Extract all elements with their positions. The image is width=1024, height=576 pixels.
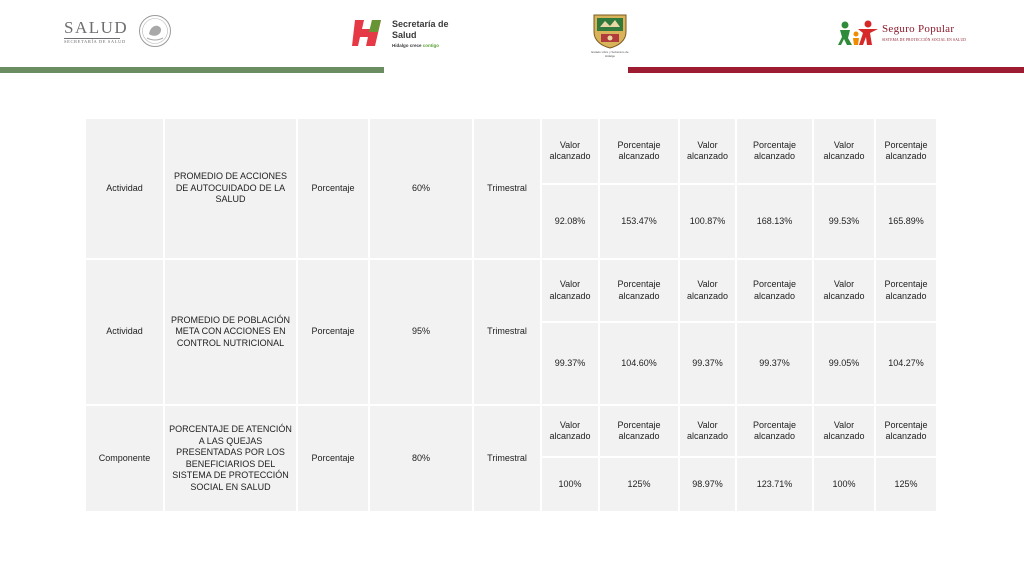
- cell-value: 100.87%: [679, 184, 736, 259]
- cell-goal: 95%: [369, 259, 473, 405]
- hidalgo-h-icon: [352, 18, 386, 48]
- cell-value: 104.27%: [875, 322, 937, 405]
- indicators-table: [84, 117, 938, 513]
- cell-unit: Porcentaje: [297, 259, 369, 405]
- secretaria-title-line1: Secretaría de: [392, 19, 449, 29]
- tagline-part-b: contigo: [422, 43, 440, 48]
- cell-value: 99.53%: [813, 184, 875, 259]
- cell-subheader: Porcentaje alcanzado: [736, 405, 813, 457]
- cell-subheader: Valor alcanzado: [541, 118, 599, 184]
- cell-level: Actividad: [85, 118, 164, 259]
- cell-value: 99.37%: [679, 322, 736, 405]
- cell-goal: 80%: [369, 405, 473, 512]
- seguro-popular-title: Seguro Popular: [882, 23, 955, 35]
- cell-subheader: Porcentaje alcanzado: [599, 405, 679, 457]
- shield-icon: [588, 12, 632, 50]
- cell-value: 99.37%: [736, 322, 813, 405]
- indicators-table-body: [85, 118, 937, 512]
- cell-subheader: Valor alcanzado: [679, 118, 736, 184]
- cell-indicator: PORCENTAJE DE ATENCIÓN A LAS QUEJAS PRESENTADAS POR LOS BENEFICIARIOS DEL SISTEMA DE PROTECCIÓN SOCIAL EN SALUD: [164, 405, 297, 512]
- salud-wordmark: SALUD: [64, 18, 129, 37]
- cell-value: 100%: [541, 457, 599, 512]
- cell-value: 123.71%: [736, 457, 813, 512]
- cell-subheader: Porcentaje alcanzado: [736, 259, 813, 322]
- shield-caption: Estado Libre y Soberano de Hidalgo: [591, 50, 629, 58]
- cell-subheader: Porcentaje alcanzado: [875, 118, 937, 184]
- salud-logo: [58, 14, 174, 50]
- table-row: [85, 405, 937, 457]
- cell-value: 153.47%: [599, 184, 679, 259]
- cell-goal: 60%: [369, 118, 473, 259]
- table-row: [85, 118, 937, 184]
- seguro-popular-figures-icon: [838, 20, 880, 46]
- salud-subtitle: SECRETARÍA DE SALUD: [64, 39, 126, 44]
- cell-subheader: Porcentaje alcanzado: [875, 405, 937, 457]
- cell-frequency: Trimestral: [473, 405, 541, 512]
- cell-subheader: Valor alcanzado: [813, 118, 875, 184]
- table-row: [85, 259, 937, 322]
- cell-subheader: Valor alcanzado: [541, 405, 599, 457]
- hidalgo-tagline: [392, 43, 439, 48]
- cell-value: 125%: [599, 457, 679, 512]
- cell-value: 165.89%: [875, 184, 937, 259]
- header-green-bar: [0, 67, 384, 73]
- mexico-seal-icon: [138, 14, 172, 48]
- tagline-part-a: Hidalgo crece: [392, 43, 422, 48]
- cell-subheader: Valor alcanzado: [813, 405, 875, 457]
- cell-value: 92.08%: [541, 184, 599, 259]
- seguro-popular-logo: [838, 20, 968, 48]
- cell-value: 125%: [875, 457, 937, 512]
- cell-value: 98.97%: [679, 457, 736, 512]
- page-header: [0, 0, 1024, 74]
- seguro-popular-subtitle: SISTEMA DE PROTECCIÓN SOCIAL EN SALUD: [882, 38, 967, 42]
- cell-value: 99.05%: [813, 322, 875, 405]
- cell-value: 100%: [813, 457, 875, 512]
- cell-value: 168.13%: [736, 184, 813, 259]
- cell-unit: Porcentaje: [297, 405, 369, 512]
- cell-subheader: Porcentaje alcanzado: [875, 259, 937, 322]
- hidalgo-shield-logo: [588, 12, 632, 58]
- cell-subheader: Valor alcanzado: [541, 259, 599, 322]
- cell-value: 104.60%: [599, 322, 679, 405]
- secretaria-title-line2: Salud: [392, 30, 417, 40]
- cell-subheader: Porcentaje alcanzado: [599, 259, 679, 322]
- cell-indicator: PROMEDIO DE POBLACIÓN META CON ACCIONES EN CONTROL NUTRICIONAL: [164, 259, 297, 405]
- cell-subheader: Valor alcanzado: [813, 259, 875, 322]
- cell-value: 99.37%: [541, 322, 599, 405]
- cell-subheader: Porcentaje alcanzado: [599, 118, 679, 184]
- cell-frequency: Trimestral: [473, 259, 541, 405]
- cell-indicator: PROMEDIO DE ACCIONES DE AUTOCUIDADO DE LA SALUD: [164, 118, 297, 259]
- cell-subheader: Valor alcanzado: [679, 259, 736, 322]
- hidalgo-salud-logo: [352, 18, 462, 50]
- cell-subheader: Valor alcanzado: [679, 405, 736, 457]
- cell-subheader: Porcentaje alcanzado: [736, 118, 813, 184]
- cell-level: Actividad: [85, 259, 164, 405]
- cell-unit: Porcentaje: [297, 118, 369, 259]
- cell-frequency: Trimestral: [473, 118, 541, 259]
- cell-level: Componente: [85, 405, 164, 512]
- header-red-bar: [628, 67, 1024, 73]
- secretaria-title: [392, 19, 449, 41]
